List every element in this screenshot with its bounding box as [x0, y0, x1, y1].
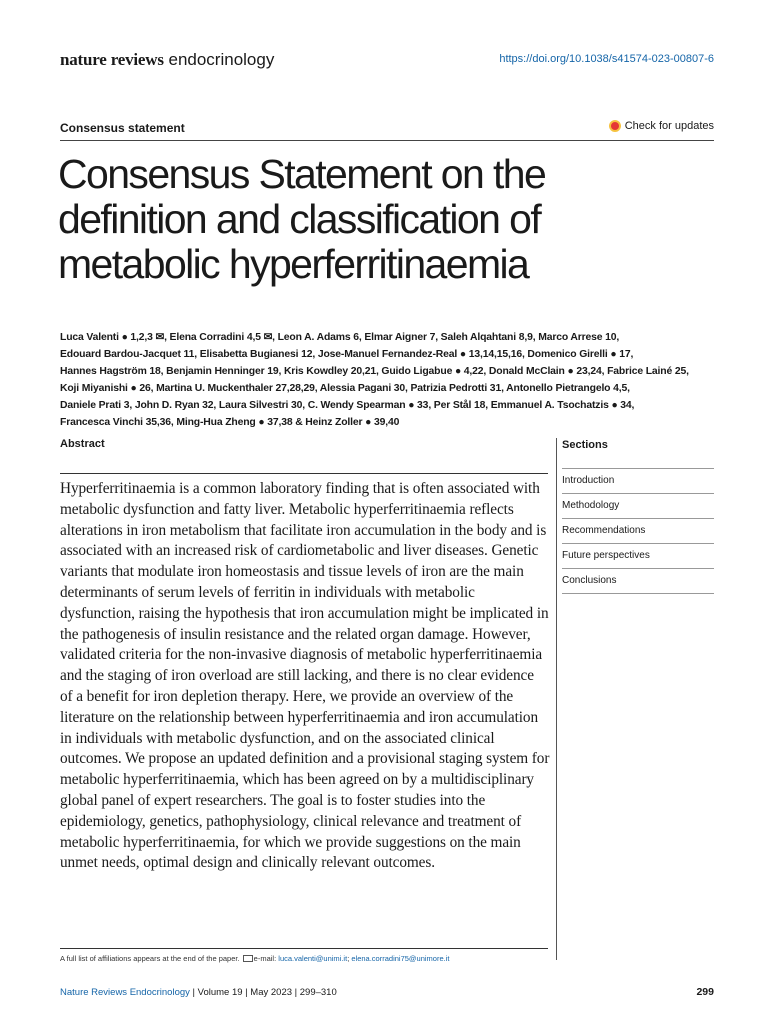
envelope-icon	[243, 955, 253, 962]
doi-link[interactable]: https://doi.org/10.1038/s41574-023-00807-6	[499, 53, 714, 65]
footer-journal[interactable]: Nature Reviews Endocrinology	[60, 987, 190, 998]
affiliations-note	[60, 954, 449, 963]
journal-name-light: endocrinology	[168, 50, 275, 69]
abstract-heading: Abstract	[60, 438, 105, 450]
section-link-methodology[interactable]: Methodology	[562, 494, 714, 519]
author-line: Hannes Hagström 18, Benjamin Henninger 19, Kris Kowdley 20,21, Guido Ligabue ● 4,22, Donald McClain ● 23,24, Fabrice Lainé 25,	[60, 366, 689, 377]
email-link-corradini[interactable]: elena.corradini75@unimore.it	[351, 954, 450, 963]
email-separator: ;	[347, 954, 350, 963]
check-updates-icon	[609, 120, 621, 132]
check-updates-label: Check for updates	[624, 120, 714, 132]
journal-name-bold: nature reviews	[60, 50, 164, 69]
author-line: Daniele Prati 3, John D. Ryan 32, Laura Silvestri 30, C. Wendy Spearman ● 33, Per Stål 18, Emmanuel A. Tsochatzis ● 34,	[60, 400, 635, 411]
section-link-future-perspectives[interactable]: Future perspectives	[562, 544, 714, 569]
author-line: Koji Miyanishi ● 26, Martina U. Muckenthaler 27,28,29, Alessia Pagani 30, Patrizia Pedrotti 31, Antonello Pietrangelo 4,5,	[60, 383, 630, 394]
author-line: Francesca Vinchi 35,36, Ming-Hua Zheng ● 37,38 & Heinz Zoller ● 39,40	[60, 417, 400, 428]
sections-nav	[562, 468, 714, 594]
author-line: Luca Valenti ● 1,2,3 ✉, Elena Corradini 4,5 ✉, Leon A. Adams 6, Elmar Aigner 7, Saleh Alqahtani 8,9, Marco Arrese 10,	[60, 332, 620, 343]
footnote-divider	[60, 948, 548, 949]
section-link-introduction[interactable]: Introduction	[562, 469, 714, 494]
page-number: 299	[696, 986, 714, 998]
header-divider	[60, 140, 714, 141]
abstract-text: Hyperferritinaemia is a common laboratory finding that is often associated with metabolic dysfunction and fatty liver. Metabolic hyperferritinaemia reflects alterations in iron metabolism that facilitate iron accumulation in the body and is associated with an increased risk of cardiometabolic and liver diseases. Genetic variants that modulate iron homeostasis and tissue levels of iron are the main determinants of serum levels of ferritin in individuals with metabolic dysfunction, raising the hypothesis that iron accumulation might be implicated in the pathogenesis of insulin resistance and the related organ damage. However, validated criteria for the non-invasive diagnosis of metabolic hyperferritinaemia and the staging of iron overload are still lacking, and there is no clear evidence of a benefit for iron depletion therapy. Here, we provide an overview of the literature on the relationship between hyperferritinaemia and iron accumulation in individuals with metabolic dysfunction, and on the associated clinical outcomes. We propose an updated definition and a provisional staging system for metabolic hyperferritinaemia, which has been agreed on by a multidisciplinary global panel of expert researchers. The goal is to foster studies into the epidemiology, genetics, pathophysiology, clinical relevance and treatment of metabolic hyperferritinaemia, for which we provide suggestions on the main unmet needs, optimal design and clinically relevant outcomes.	[60, 480, 550, 872]
email-label: e-mail:	[253, 954, 277, 963]
section-link-recommendations[interactable]: Recommendations	[562, 519, 714, 544]
article-title: Consensus Statement on the definition and classification of metabolic hyperferritinaemia	[58, 151, 546, 287]
author-line: Edouard Bardou-Jacquet 11, Elisabetta Bugianesi 12, Jose-Manuel Fernandez-Real ● 13,14,15,16, Domenico Girelli ● 17,	[60, 349, 634, 360]
article-type: Consensus statement	[60, 121, 185, 135]
footer-details: | Volume 19 | May 2023 | 299–310	[192, 987, 337, 998]
check-updates-button[interactable]	[609, 120, 714, 132]
author-list	[60, 329, 720, 431]
abstract-divider	[60, 473, 548, 474]
column-divider	[556, 438, 557, 960]
journal-name	[60, 50, 274, 70]
sections-heading: Sections	[562, 439, 608, 451]
email-link-valenti[interactable]: luca.valenti@unimi.it	[278, 954, 348, 963]
affiliations-text: A full list of affiliations appears at the end of the paper.	[60, 954, 240, 963]
section-link-conclusions[interactable]: Conclusions	[562, 569, 714, 594]
page-footer	[60, 987, 337, 998]
